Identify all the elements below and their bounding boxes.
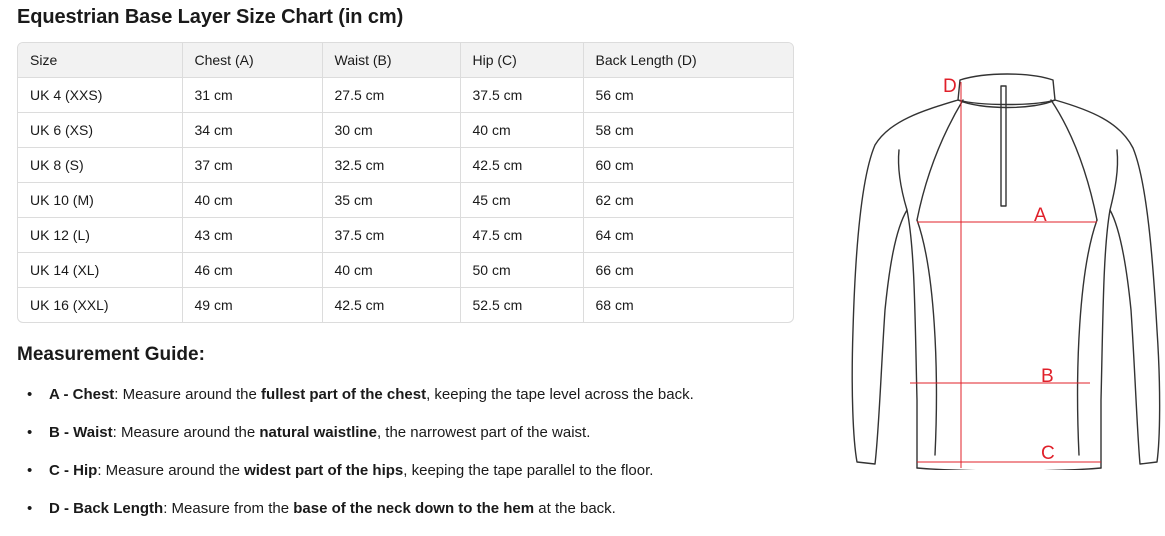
guide-text: , keeping the tape level across the back. xyxy=(426,386,694,403)
guide-label: D - Back Length xyxy=(49,500,164,517)
guide-text: : Measure around the xyxy=(114,386,262,403)
cell-hip: 37.5 cm xyxy=(460,78,583,113)
cell-size: UK 10 (M) xyxy=(18,183,182,218)
cell-back-length: 66 cm xyxy=(583,253,793,288)
cell-back-length: 56 cm xyxy=(583,78,793,113)
guide-text: : Measure around the xyxy=(112,424,260,441)
table-row xyxy=(18,288,793,323)
label-c: C xyxy=(1041,443,1055,464)
guide-label: B - Waist xyxy=(49,424,113,441)
bullet: • xyxy=(27,462,33,479)
bullet: • xyxy=(27,386,33,403)
right-sleeve-seam xyxy=(1110,150,1118,210)
size-chart-table xyxy=(17,42,794,323)
guide-text: , keeping the tape parallel to the floor. xyxy=(403,462,654,479)
shirt-left-outline xyxy=(852,100,958,468)
base-layer-diagram xyxy=(835,70,1165,470)
cell-chest: 49 cm xyxy=(182,288,322,323)
header-back-length: Back Length (D) xyxy=(583,43,793,78)
table-row xyxy=(18,183,793,218)
cell-chest: 37 cm xyxy=(182,148,322,183)
table-row xyxy=(18,148,793,183)
table-row xyxy=(18,218,793,253)
cell-size: UK 12 (L) xyxy=(18,218,182,253)
guide-label: A - Chest xyxy=(49,386,115,403)
guide-text: : Measure around the xyxy=(97,462,245,479)
cell-waist: 32.5 cm xyxy=(322,148,460,183)
cell-waist: 35 cm xyxy=(322,183,460,218)
header-hip: Hip (C) xyxy=(460,43,583,78)
cell-hip: 45 cm xyxy=(460,183,583,218)
table-row xyxy=(18,78,793,113)
page-title: Equestrian Base Layer Size Chart (in cm) xyxy=(17,6,404,28)
cell-size: UK 14 (XL) xyxy=(18,253,182,288)
cell-hip: 42.5 cm xyxy=(460,148,583,183)
table-header-row xyxy=(18,43,793,78)
guide-item-waist xyxy=(17,422,694,460)
cell-hip: 40 cm xyxy=(460,113,583,148)
cell-back-length: 60 cm xyxy=(583,148,793,183)
cell-chest: 43 cm xyxy=(182,218,322,253)
header-chest: Chest (A) xyxy=(182,43,322,78)
cell-waist: 37.5 cm xyxy=(322,218,460,253)
cell-waist: 30 cm xyxy=(322,113,460,148)
guide-emphasis: natural waistline xyxy=(259,424,377,441)
header-waist: Waist (B) xyxy=(322,43,460,78)
right-raglan-seam xyxy=(1051,100,1097,220)
cell-back-length: 64 cm xyxy=(583,218,793,253)
guide-item-chest xyxy=(17,384,694,422)
table-row xyxy=(18,113,793,148)
guide-text: : Measure from the xyxy=(163,500,294,517)
cell-size: UK 4 (XXS) xyxy=(18,78,182,113)
table-row xyxy=(18,253,793,288)
cell-back-length: 58 cm xyxy=(583,113,793,148)
measurement-guide-list xyxy=(17,384,694,536)
guide-emphasis: fullest part of the chest xyxy=(261,386,427,403)
measurement-guide-title: Measurement Guide: xyxy=(17,344,205,365)
cell-chest: 34 cm xyxy=(182,113,322,148)
cell-chest: 40 cm xyxy=(182,183,322,218)
right-side-panel xyxy=(1078,220,1097,455)
cell-chest: 46 cm xyxy=(182,253,322,288)
cell-back-length: 62 cm xyxy=(583,183,793,218)
label-d: D xyxy=(943,76,957,97)
cell-chest: 31 cm xyxy=(182,78,322,113)
guide-text: at the back. xyxy=(534,500,616,517)
left-sleeve-seam xyxy=(898,150,907,210)
guide-emphasis: widest part of the hips xyxy=(244,462,404,479)
cell-waist: 42.5 cm xyxy=(322,288,460,323)
bullet: • xyxy=(27,424,33,441)
cell-back-length: 68 cm xyxy=(595,297,634,313)
label-b: B xyxy=(1041,366,1054,387)
guide-emphasis: base of the neck down to the hem xyxy=(293,500,535,517)
label-a: A xyxy=(1034,205,1047,226)
guide-item-hip xyxy=(17,460,694,498)
left-side-panel xyxy=(917,220,936,455)
cell-size: UK 8 (S) xyxy=(18,148,182,183)
bullet: • xyxy=(27,500,33,517)
shirt-hem xyxy=(917,468,1101,470)
cell-hip: 47.5 cm xyxy=(460,218,583,253)
cell-hip: 52.5 cm xyxy=(460,288,583,323)
left-raglan-seam xyxy=(917,100,963,220)
cell-waist: 27.5 cm xyxy=(322,78,460,113)
guide-label: C - Hip xyxy=(49,462,98,479)
cell-size: UK 6 (XS) xyxy=(18,113,182,148)
cell-hip: 50 cm xyxy=(460,253,583,288)
shirt-right-outline xyxy=(1055,100,1160,468)
cell-size: UK 16 (XXL) xyxy=(18,288,182,323)
guide-text: , the narrowest part of the waist. xyxy=(376,424,591,441)
guide-item-back-length xyxy=(17,498,694,536)
header-size: Size xyxy=(18,43,182,78)
cell-waist: 40 cm xyxy=(322,253,460,288)
